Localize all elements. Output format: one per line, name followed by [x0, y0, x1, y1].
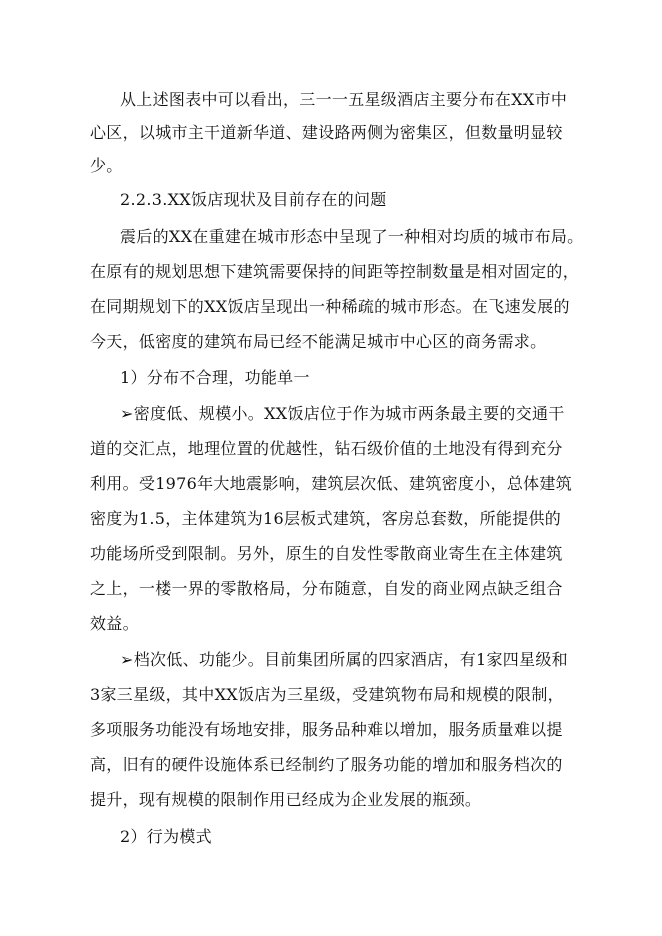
bullet-1-line-3: 利用。受1976年大地震影响，建筑层次低、建筑密度小，总体建筑 [90, 474, 573, 493]
paragraph-1-line-3: 少。 [90, 156, 123, 175]
subheading-1: 1）分布不合理，功能单一 [120, 368, 310, 387]
bullet-2-line-5: 提升，现有规模的限制作用已经成为企业发展的瓶颈。 [90, 790, 482, 809]
subheading-2: 2）行为模式 [120, 827, 212, 846]
bullet-2-line-3: 多项服务功能没有场地安排，服务品种难以增加，服务质量难以提 [90, 720, 563, 739]
bullet-2-line-2: 3家三星级，其中XX饭店为三星级，受建筑物布局和规模的限制， [90, 685, 564, 704]
bullet-1-line-7: 效益。 [90, 614, 139, 633]
bullet-2-line-4: 高，旧有的硬件设施体系已经制约了服务功能的增加和服务档次的 [90, 755, 563, 774]
paragraph-2-line-3: 在同期规划下的XX饭店呈现出一种稀疏的城市形态。在飞速发展的 [90, 297, 570, 316]
paragraph-2-line-1: 震后的XX在重建在城市形态中呈现了一种相对均质的城市布局。 [120, 227, 584, 246]
bullet-1-line-1: ➢密度低、规模小。XX饭店位于作为城市两条最主要的交通干 [120, 404, 565, 423]
bullet-1-line-2: 道的交汇点，地理位置的优越性，钻石级价值的土地没有得到充分 [90, 439, 563, 458]
bullet-1-line-6: 之上，一楼一界的零散格局，分布随意，自发的商业网点缺乏组合 [90, 579, 563, 598]
paragraph-2-line-2: 在原有的规划思想下建筑需要保持的间距等控制数量是相对固定的， [90, 262, 580, 281]
bullet-1-line-5: 功能场所受到限制。另外，原生的自发性零散商业寄生在主体建筑 [90, 544, 563, 563]
paragraph-1-line-2: 心区，以城市主干道新华道、建设路两侧为密集区，但数量明显较 [90, 123, 563, 142]
bullet-1-line-4: 密度为1.5，主体建筑为16层板式建筑，客房总套数，所能提供的 [90, 509, 562, 528]
paragraph-1-line-1: 从上述图表中可以看出，三一一五星级酒店主要分布在XX市中 [120, 90, 568, 109]
paragraph-2-line-4: 今天，低密度的建筑布局已经不能满足城市中心区的商务需求。 [90, 332, 547, 351]
bullet-2-line-1: ➢档次低、功能少。目前集团所属的四家酒店，有1家四星级和 [120, 650, 568, 669]
section-heading-2-2-3: 2.2.3.XX饭店现状及目前存在的问题 [120, 190, 387, 209]
